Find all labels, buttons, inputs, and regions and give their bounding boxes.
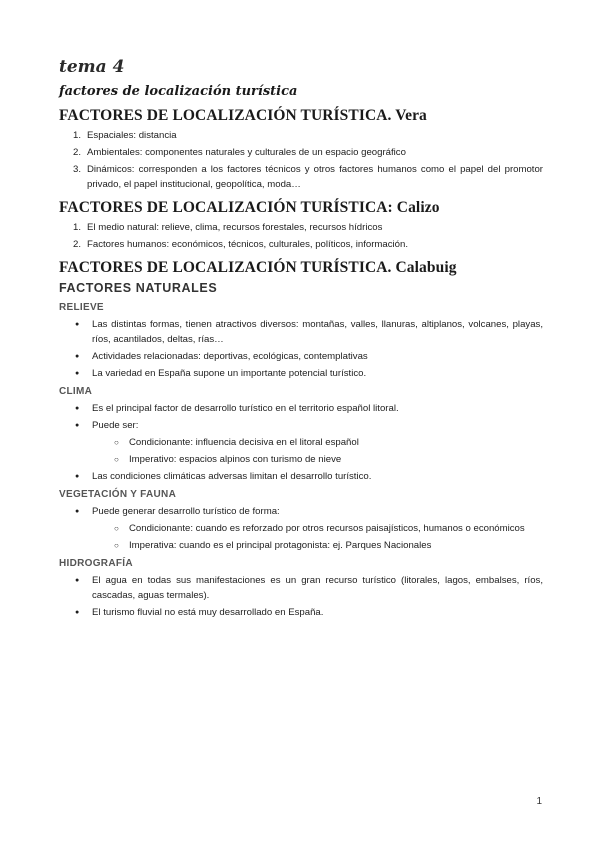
- section-title-hidrografia: HIDROGRAFÍA: [59, 558, 133, 569]
- list-vera: [59, 128, 543, 192]
- list-item-text: Imperativa: cuando es el principal protagonista: ej. Parques Nacionales: [129, 540, 432, 551]
- list-item-text: El turismo fluvial no está muy desarrollado en España.: [92, 607, 324, 618]
- list-item-text: Las condiciones climáticas adversas limitan el desarrollo turístico.: [92, 471, 372, 482]
- list-relieve: [59, 317, 543, 381]
- sub-list-item: [59, 452, 543, 467]
- handwritten-title: tema 4: [59, 57, 125, 77]
- list-item-text: El agua en todas sus manifestaciones es un gran recurso turístico (litorales, lagos, embalses, ríos, cascadas, aguas termales).: [92, 575, 543, 601]
- list-number: 2.: [73, 239, 82, 250]
- circle-bullet-icon: ○: [114, 438, 119, 447]
- page-number: 1: [536, 796, 542, 807]
- list-number: 1.: [73, 130, 82, 141]
- subheading-factores-naturales: FACTORES NATURALES: [59, 281, 218, 295]
- list-item: [59, 366, 543, 381]
- bullet-icon: ●: [75, 422, 80, 429]
- list-calizo: [59, 220, 543, 252]
- bullet-icon: ●: [75, 370, 80, 377]
- list-item-text: Espaciales: distancia: [87, 130, 177, 141]
- list-item-text: Puede generar desarrollo turístico de forma:: [92, 506, 280, 517]
- section-title-relieve: RELIEVE: [59, 302, 104, 313]
- document-subtitle: factores de localización turística: [59, 84, 298, 99]
- section-title-clima: CLIMA: [59, 386, 93, 397]
- document-body: [59, 106, 543, 622]
- list-item: [59, 317, 543, 347]
- list-item: [59, 128, 543, 143]
- sub-list-item: [59, 521, 543, 536]
- circle-bullet-icon: ○: [114, 455, 119, 464]
- list-item-text: Es el principal factor de desarrollo turístico en el territorio español litoral.: [92, 403, 399, 414]
- list-item-text: Ambientales: componentes naturales y culturales de un espacio geográfico: [87, 147, 406, 158]
- list-item-text: Condicionante: influencia decisiva en el litoral español: [129, 437, 359, 448]
- heading-vera: FACTORES DE LOCALIZACIÓN TURÍSTICA. Vera: [59, 107, 427, 124]
- list-clima: [59, 401, 543, 484]
- bullet-icon: ●: [75, 508, 80, 515]
- list-item-text: Imperativo: espacios alpinos con turismo de nieve: [129, 454, 342, 465]
- bullet-icon: ●: [75, 321, 80, 328]
- sub-list-item: [59, 538, 543, 553]
- bullet-icon: ●: [75, 353, 80, 360]
- list-item: [59, 220, 543, 235]
- list-item-text: Actividades relacionadas: deportivas, ecológicas, contemplativas: [92, 351, 368, 362]
- section-title-vegetacion: VEGETACIÓN Y FAUNA: [59, 489, 177, 500]
- bullet-icon: ●: [75, 473, 80, 480]
- bullet-icon: ●: [75, 577, 80, 584]
- circle-bullet-icon: ○: [114, 524, 119, 533]
- list-item-text: Factores humanos: económicos, técnicos, culturales, políticos, información.: [87, 239, 409, 250]
- heading-calabuig: FACTORES DE LOCALIZACIÓN TURÍSTICA. Calabuig: [59, 259, 457, 276]
- list-item: [59, 573, 543, 603]
- list-item: [59, 237, 543, 252]
- list-item: [59, 504, 543, 519]
- bullet-icon: ●: [75, 609, 80, 616]
- list-vegetacion: [59, 504, 543, 553]
- list-item: [59, 162, 543, 192]
- list-item: [59, 401, 543, 416]
- list-item-text: La variedad en España supone un importante potencial turístico.: [92, 368, 367, 379]
- list-item: [59, 145, 543, 160]
- list-item-text: El medio natural: relieve, clima, recursos forestales, recursos hídricos: [87, 222, 383, 233]
- list-hidrografia: [59, 573, 543, 620]
- sub-list-item: [59, 435, 543, 450]
- list-item-text: Condicionante: cuando es reforzado por otros recursos paisajísticos, humanos o económicos: [129, 523, 525, 534]
- list-number: 2.: [73, 147, 82, 158]
- bullet-icon: ●: [75, 405, 80, 412]
- list-item-text: Dinámicos: corresponden a los factores técnicos y otros factores humanos como el papel del promotor privado, el papel institucional, geopolítica, moda…: [87, 164, 543, 190]
- circle-bullet-icon: ○: [114, 541, 119, 550]
- list-item: [59, 349, 543, 364]
- list-item-text: Puede ser:: [92, 420, 139, 431]
- list-item-text: Las distintas formas, tienen atractivos diversos: montañas, valles, llanuras, altiplanos, volcanes, playas, ríos, acantilados, deltas, rías…: [92, 319, 543, 345]
- list-number: 1.: [73, 222, 82, 233]
- list-item: [59, 469, 543, 484]
- list-item: [59, 418, 543, 433]
- list-number: 3.: [73, 164, 82, 175]
- list-item: [59, 605, 543, 620]
- heading-calizo: FACTORES DE LOCALIZACIÓN TURÍSTICA: Calizo: [59, 199, 440, 216]
